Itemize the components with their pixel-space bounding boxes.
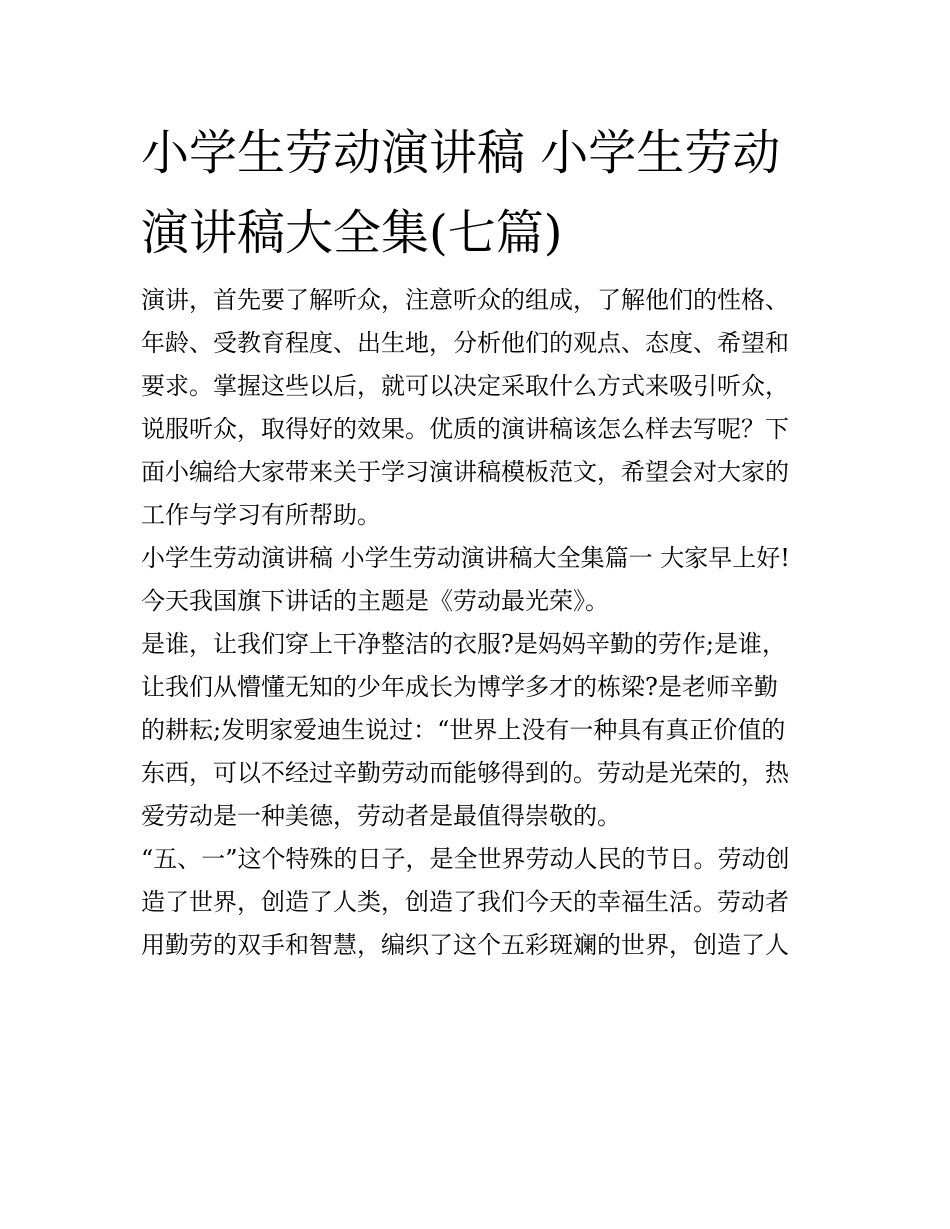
section-heading-paragraph: [141, 537, 813, 623]
text-line: 要求。掌握这些以后，就可以决定采取什么方式来吸引听众，: [141, 372, 789, 400]
text-line: 是谁，让我们穿上干净整洁的衣服?是妈妈辛勤的劳作;是谁，: [141, 630, 786, 658]
text-line: 演讲，首先要了解听众，注意听众的组成，了解他们的性格、: [141, 286, 789, 314]
text-line: 造了世界，创造了人类，创造了我们今天的幸福生活。劳动者: [141, 888, 789, 916]
text-line: 面小编给大家带来关于学习演讲稿模板范文，希望会对大家的: [141, 458, 789, 486]
text-line: 爱劳动是一种美德，劳动者是最值得崇敬的。: [141, 802, 621, 830]
document-title: [141, 113, 813, 273]
text-line: 说服听众，取得好的效果。优质的演讲稿该怎么样去写呢？下: [141, 415, 789, 443]
text-line: 用勤劳的双手和智慧，编织了这个五彩斑斓的世界，创造了人: [141, 931, 789, 959]
text-line: 让我们从懵懂无知的少年成长为博学多才的栋梁?是老师辛勤: [141, 673, 778, 701]
text-line: 东西，可以不经过辛勤劳动而能够得到的。劳动是光荣的，热: [141, 759, 789, 787]
text-line: “五、一”这个特殊的日子，是全世界劳动人民的节日。劳动创: [141, 845, 790, 873]
body-paragraph: [141, 838, 813, 967]
document-body: [141, 113, 813, 967]
title-line: 演讲稿大全集(七篇): [141, 205, 563, 261]
text-line: 工作与学习有所帮助。: [141, 501, 381, 529]
text-line: 小学生劳动演讲稿 小学生劳动演讲稿大全集篇一 大家早上好!: [141, 544, 790, 572]
text-line: 今天我国旗下讲话的主题是《劳动最光荣》。: [141, 587, 609, 615]
text-line: 的耕耘;发明家爱迪生说过：“世界上没有一种具有真正价值的: [141, 716, 786, 744]
intro-paragraph: [141, 279, 813, 537]
title-line: 小学生劳动演讲稿 小学生劳动: [141, 125, 781, 181]
body-paragraph: [141, 623, 813, 838]
text-line: 年龄、受教育程度、出生地，分析他们的观点、态度、希望和: [141, 329, 789, 357]
